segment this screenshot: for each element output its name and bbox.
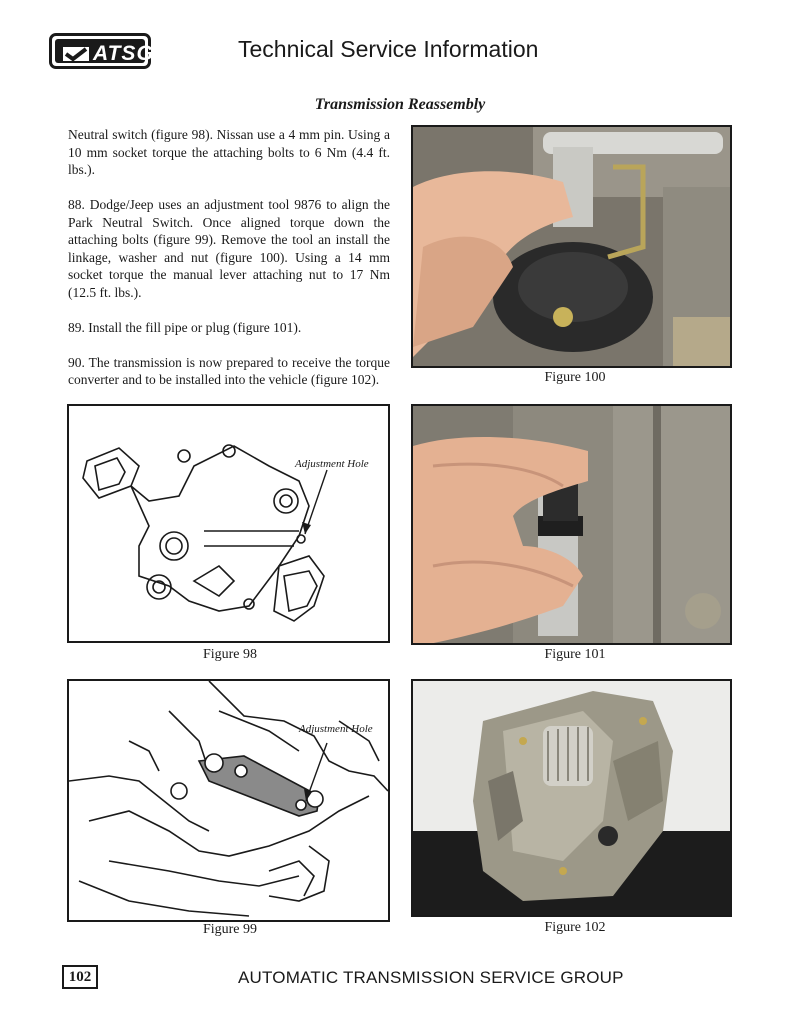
adjustment-tool-drawing [69, 681, 388, 920]
figure-101-caption: Figure 101 [544, 647, 606, 662]
adjustment-hole-label: Adjustment Hole [295, 458, 369, 470]
figure-99-box [67, 679, 390, 922]
figure-102-caption: Figure 102 [544, 920, 606, 935]
page-number: 102 [62, 965, 98, 989]
transmission-assembly-photo [413, 681, 732, 917]
logo-text: ATSG [93, 42, 154, 65]
adjustment-hole-label: Adjustment Hole [299, 723, 373, 735]
linkage-install-photo [413, 127, 732, 368]
paragraph: 88. Dodge/Jeep uses an adjustment tool 9876 to align the Park Neutral Switch. Once aligned torque down the attaching bolts (figure 99). Remove the tool an install the linkage, washer and nut (figure 100). Using a 14 mm socket torque the manual lever attaching nut to 17 Nm (12.5 ft. lbs.). [68, 197, 390, 300]
footer-text: AUTOMATIC TRANSMISSION SERVICE GROUP [238, 968, 624, 987]
checkmark-icon [61, 43, 91, 65]
body-text [68, 126, 390, 406]
figure-98-box [67, 404, 390, 643]
page-header-title: Technical Service Information [238, 36, 539, 62]
figure-100-caption: Figure 100 [544, 370, 606, 385]
figure-102-photo [411, 679, 732, 917]
figure-99-caption: Figure 99 [202, 922, 258, 937]
fill-pipe-install-photo [413, 406, 732, 645]
paragraph: 89. Install the fill pipe or plug (figure 101). [68, 319, 302, 335]
section-title: Transmission Reassembly [314, 96, 486, 113]
park-neutral-switch-drawing [69, 406, 388, 641]
figure-98-caption: Figure 98 [202, 647, 258, 662]
paragraph: Neutral switch (figure 98). Nissan use a 4 mm pin. Using a 10 mm socket torque the attaching bolts to 6 Nm (4.4 ft. lbs.). [68, 127, 390, 177]
figure-101-photo [411, 404, 732, 645]
figure-100-photo [411, 125, 732, 368]
atsg-logo [49, 33, 154, 69]
paragraph: 90. The transmission is now prepared to receive the torque converter and to be installed into the vehicle (figure 102). [68, 354, 390, 387]
